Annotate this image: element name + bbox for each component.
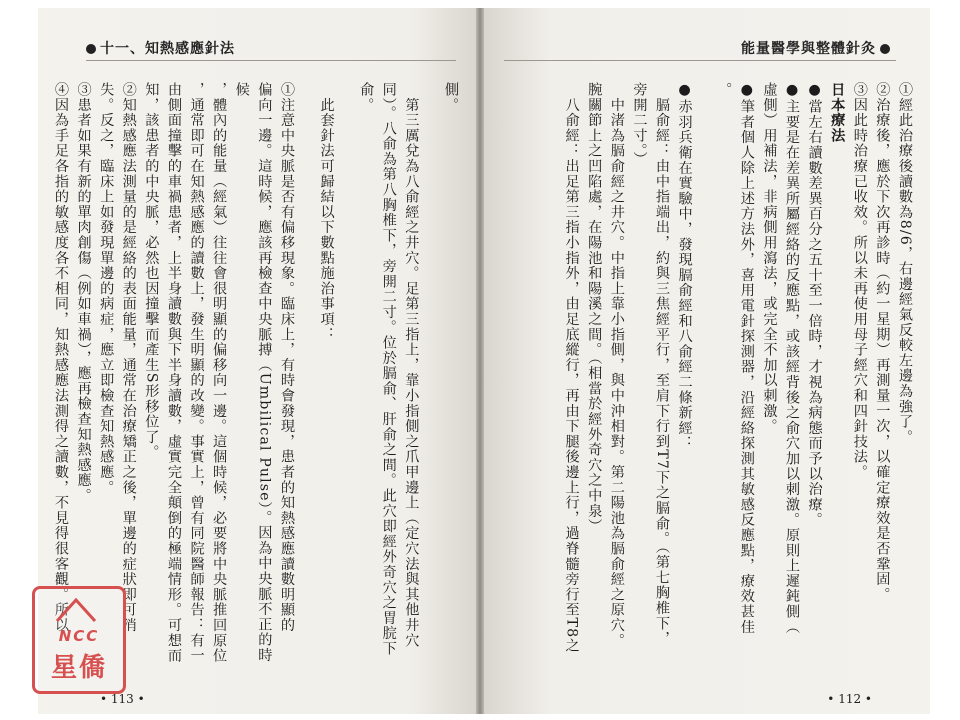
book-spread bbox=[38, 8, 930, 714]
text-line: 旁開二寸。） bbox=[631, 82, 648, 167]
text-line: ●當左右讀數差異百分之五十至一倍時，才視為病態而予以治療。 bbox=[806, 82, 823, 528]
text-line: 膈俞經：由中指端出，約與三焦經平行，至肩下行到T7下之膈俞。（第七胸椎下， bbox=[654, 82, 671, 647]
ncc-watermark-stamp bbox=[32, 586, 126, 694]
left-running-head bbox=[86, 38, 235, 58]
text-line: ③患者如果有新的單肉創傷（例如車禍），應再檢查知熱感應。 bbox=[75, 82, 92, 504]
right-page-body bbox=[506, 82, 916, 672]
text-line: ④因為手足各指的敏感度各不相同，知熱感應法測得之讀數，不見得很客觀。所以 bbox=[53, 82, 69, 633]
bullet-dot-icon bbox=[86, 44, 96, 54]
text-line: 腕關節上之凹陷處，在陽池和陽溪之間。（相當於經外奇穴之中泉） bbox=[586, 82, 603, 534]
bullet-dot-icon bbox=[880, 44, 890, 54]
text-line: 知，該患者的中央脈，必然也因撞擊而產生S形移位了。 bbox=[143, 82, 160, 461]
text-line: ①經此治療後讀數為8/6，右邊經氣反較左邊為強了。 bbox=[897, 82, 913, 445]
text-line: ②治療後，應於下次再診時（約一星期）再測量一次，以確定療效是否鞏固。 bbox=[874, 82, 891, 603]
right-page bbox=[484, 8, 930, 714]
book-gutter bbox=[476, 8, 484, 714]
left-page-number: • 113 • bbox=[100, 692, 145, 706]
right-header-rule bbox=[504, 60, 896, 61]
text-line: ②知熱感應法測量的是經絡的表面能量，通常在治療矯正之後，單邊的症狀即可消 bbox=[120, 82, 137, 633]
text-line: 。 bbox=[716, 82, 733, 98]
text-line: 側。 bbox=[443, 82, 459, 113]
right-running-head bbox=[741, 38, 890, 58]
text-line: 虛側）用補法，非病側用瀉法，或完全不加以刺激。 bbox=[761, 82, 778, 434]
text-line: 同）。八俞為第八胸椎下，旁開二寸。位於膈俞、肝俞之間。此穴即經外奇穴之胃脘下 bbox=[380, 82, 397, 657]
text-line: ●赤羽兵衛在實驗中，發現膈俞經和八俞經二條新經： bbox=[676, 82, 693, 451]
right-running-head-text: 能量醫學與整體針灸 bbox=[741, 41, 876, 57]
stamp-name: 星僑 bbox=[50, 653, 107, 683]
stamp-abbreviation: NCC bbox=[58, 627, 100, 645]
text-line: ●筆者個人除上述方法外，喜用電針探測器，沿經絡探測其敏感反應點，療效甚佳 bbox=[738, 82, 755, 635]
text-line: ①注意中央脈是否有偏移現象。臨床上，有時會發現，患者的知熱感應讀數明顯的 bbox=[278, 82, 295, 633]
text-line: ③因此時治療已收效。所以未再使用母子經穴和四針技法。 bbox=[851, 82, 868, 480]
text-line: 俞。 bbox=[358, 82, 375, 113]
text-line: ，體內的能量（經氣）往往會很明顯的偏移向一邊。這個時候，必要將中央脈推回原位 bbox=[211, 82, 228, 664]
text-line: 失。反之，臨床上如發現單邊的病症，應立即檢查知熱感應。 bbox=[98, 82, 115, 496]
text-line: 偏向一邊。這時候，應該再檢查中央脈搏（Umbilical Pulse）。因為中央脈不正的時候 bbox=[233, 82, 273, 663]
text-line: 由側面撞擊的車禍患者，上半身讀數與下半身讀數，虛實完全顛倒的極端情形。可想而 bbox=[165, 82, 182, 664]
text-line: ●主要是在差異所屬經絡的反應點，或該經背後之俞穴加以刺激。原則上遲鈍側（ bbox=[784, 82, 801, 635]
text-line: ，通常即可在知熱感應的讀數上，發生明顯的改變。事實上，曾有同院醫師報告：有一 bbox=[188, 82, 205, 664]
triangle-logo-icon bbox=[53, 597, 99, 623]
text-line: 第三厲兌為八俞經之井穴。足第三指上，靠小指側之爪甲邊上（定穴法與其他井穴 bbox=[403, 82, 420, 649]
text-line: 中渚為膈俞經之井穴。中指上靠小指側，與中沖相對。第二陽池為膈俞經之原穴。 bbox=[608, 82, 625, 649]
text-line: 八俞經：出足第三指小指外，由足底縱行，再由下腿後邊上行，過脊髓旁行至T8之 bbox=[563, 82, 580, 654]
left-header-rule bbox=[86, 60, 456, 61]
text-line: 此套針法可歸結以下數點施治事項： bbox=[318, 82, 335, 343]
right-page-number: • 112 • bbox=[827, 692, 872, 706]
section-heading: 日本療法 bbox=[829, 82, 846, 144]
left-running-head-text: 十一、知熱感應針法 bbox=[100, 41, 235, 57]
